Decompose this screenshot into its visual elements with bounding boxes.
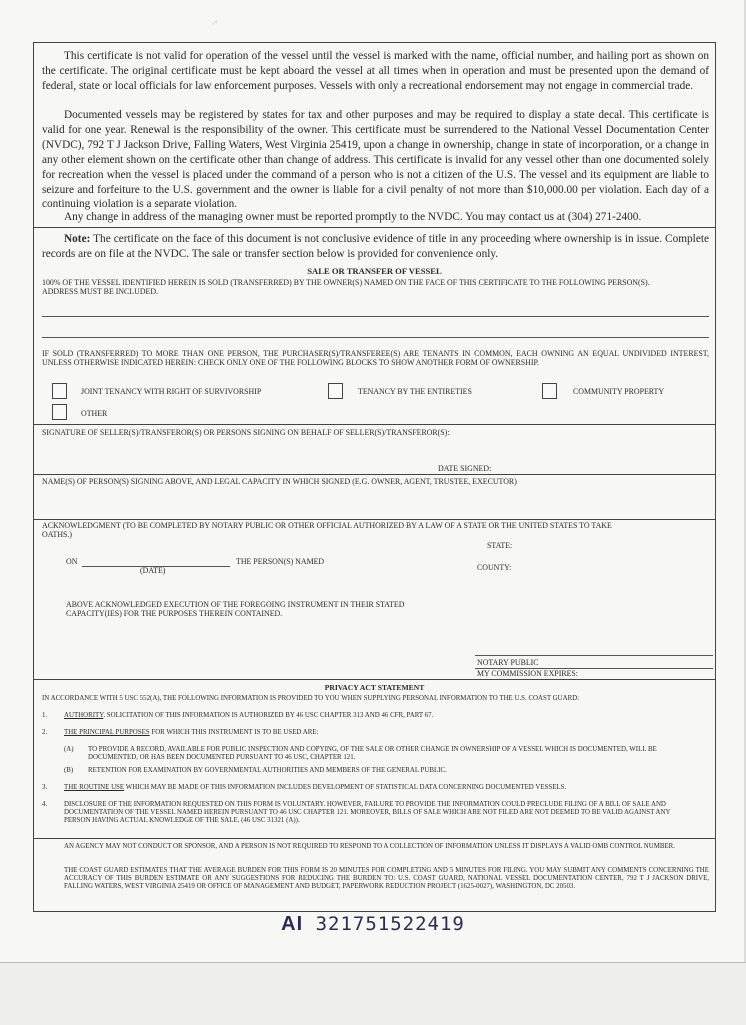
divider: [34, 838, 715, 839]
notice-paragraph-2: Documented vessels may be registered by states for tax and other purposes and may be required to display a state decal. This certificate is valid for one year. Renewal is the responsibility of the owner. This certificate must be surrendered to the National Vessel Documentation Center (NVDC), 792 T J Jackson Drive, Falling Waters, West Virginia 25419, upon a change in ownership, change in state of incorporation, or a change in any other element shown on the certificate other than change of address. This certificate is invalid for any vessel other than one documented solely for recreation when the vessel is placed under the command of a person who is not a citizen of the U.S. The vessel and its equipment are liable to seizure and forfeiture to the U.S. government and the owner is liable for a civil penalty of not more than $10,000.00 per violation. Each day of a continuing violation is a separate violation.: [42, 109, 709, 211]
item-b-label: (B): [64, 767, 74, 774]
serial-prefix: AI: [281, 913, 304, 935]
multiple-owners-text: IF SOLD (TRANSFERRED) TO MORE THAN ONE PERSON, THE PURCHASER(S)/TRANSFEREE(S) ARE TENANTS IN COMMON, EACH OWNING AN EQUAL UNDIVIDED INTEREST, UNLESS OTHERWISE INDICATED HEREIN: CHECK ONLY ONE OF THE FOLLOWING BLOCKS TO SHOW ANOTHER FORM OF OWNERSHIP.: [42, 349, 709, 368]
checkbox-joint-tenancy[interactable]: [52, 383, 67, 399]
note-label: Note:: [64, 233, 91, 245]
certificate-back-frame: [33, 42, 716, 912]
notary-signature-line[interactable]: [475, 655, 713, 656]
sale-intro: 100% OF THE VESSEL IDENTIFIED HEREIN IS SOLD (TRANSFERRED) BY THE OWNER(S) NAMED ON THE FACE OF THIS CERTIFICATE TO THE FOLLOWING PERSON(S). ADDRESS MUST BE INCLUDED.: [42, 278, 650, 297]
omb-control-notice: AN AGENCY MAY NOT CONDUCT OR SPONSOR, AND A PERSON IS NOT REQUIRED TO RESPOND TO A COLLECTION OF INFORMATION UNLESS IT DISPLAYS A VALID OMB CONTROL NUMBER.: [64, 843, 675, 850]
option-tenancy-entireties: TENANCY BY THE ENTIRETIES: [358, 387, 472, 396]
option-other: OTHER: [81, 409, 108, 418]
checkbox-other[interactable]: [52, 404, 67, 420]
transferee-line-1[interactable]: [42, 316, 709, 317]
notice-paragraph-3: Any change in address of the managing owner must be reported promptly to the NVDC. You may contact us at (304) 271-2400.: [64, 211, 642, 223]
execution-statement: ABOVE ACKNOWLEDGED EXECUTION OF THE FOREGOING INSTRUMENT IN THEIR STATED CAPACITY(IES) FOR THE PURPOSES THEREIN CONTAINED.: [66, 600, 405, 619]
item-2-number: 2.: [42, 729, 48, 736]
signature-label: SIGNATURE OF SELLER(S)/TRANSFEROR(S) OR PERSONS SIGNING ON BEHALF OF SELLER(S)/TRANSFEROR(S):: [42, 428, 450, 437]
notary-public-label: NOTARY PUBLIC: [477, 658, 539, 667]
county-label: COUNTY:: [477, 563, 512, 572]
scan-mark: ·ˇ: [212, 20, 218, 29]
checkbox-community-property[interactable]: [542, 383, 557, 399]
divider: [34, 679, 715, 680]
names-capacity-label: NAME(S) OF PERSON(S) SIGNING ABOVE, AND LEGAL CAPACITY IN WHICH SIGNED (E.G. OWNER, AGENT, TRUSTEE, EXECUTOR): [42, 477, 517, 486]
divider: [34, 424, 715, 425]
sale-title: SALE OR TRANSFER OF VESSEL: [307, 266, 442, 276]
note-text: The certificate on the face of this document is not conclusive evidence of title in any proceeding where ownership is in issue. Complete records are on file at the NVDC. The sale or transfer section below is provided for convenience only.: [42, 233, 709, 260]
serial-number: [0, 913, 746, 936]
notice-paragraph-1: This certificate is not valid for operation of the vessel until the vessel is marked with the name, official number, and hailing port as shown on the certificate. The original certificate must be kept aboard the vessel at all times when in operation and must be presented upon the demand of federal, state or local officials for law enforcement purposes. Vessels with only a recreational endorsement may not engage in commercial trade.: [42, 50, 709, 92]
date-signed-label: DATE SIGNED:: [438, 464, 492, 473]
item-a-text: TO PROVIDE A RECORD, AVAILABLE FOR PUBLIC INSPECTION AND COPYING, OF THE SALE OR OTHER CHANGE IN OWNERSHIP OF A VESSEL WHICH IS DOCUMENTED, WILL BE DOCUMENTED, OR HAS BEEN DOCUMENTED PURSUANT TO 46 USC, CHAPTER 121.: [88, 746, 657, 762]
persons-named-label: THE PERSON(S) NAMED: [236, 557, 325, 566]
divider: [34, 227, 715, 228]
item-b-text: RETENTION FOR EXAMINATION BY GOVERNMENTAL AUTHORITIES AND MEMBERS OF THE GENERAL PUBLIC.: [88, 767, 447, 774]
checkbox-tenancy-entireties[interactable]: [328, 383, 343, 399]
divider: [34, 474, 715, 475]
burden-estimate-notice: THE COAST GUARD ESTIMATES THAT THE AVERAGE BURDEN FOR THIS FORM IS 20 MINUTES FOR COMPLETING AND 5 MINUTES FOR FILING. YOU MAY SUBMIT ANY COMMENTS CONCERNING THE ACCURACY OF THIS BURDEN ESTIMATE OR ANY SUGGESTIONS FOR REDUCING THE BURDEN TO: U.S. COAST GUARD, NATIONAL VESSEL DOCUMENTATION CENTER, 792 T J JACKSON DRIVE, FALLING WATERS, WEST VIRGINIA 25419 OR OFFICE OF MANAGEMENT AND BUDGET, PAPERWORK REDUCTION PROJECT (1625-0027), WASHINGTON, DC 20503.: [64, 867, 709, 891]
item-3-number: 3.: [42, 784, 48, 791]
divider: [34, 519, 715, 520]
item-3-routine-use: THE ROUTINE USE WHICH MAY BE MADE OF THIS INFORMATION INCLUDES DEVELOPMENT OF STATISTICAL DATA CONCERNING DOCUMENTED VESSELS.: [64, 784, 567, 791]
item-1-number: 1.: [42, 712, 48, 719]
note-paragraph: [42, 232, 709, 262]
state-label: STATE:: [487, 541, 513, 550]
commission-expires-label: MY COMMISSION EXPIRES:: [477, 669, 578, 678]
item-1-authority: AUTHORITY. SOLICITATION OF THIS INFORMATION IS AUTHORIZED BY 46 USC CHAPTER 313 AND 46 CFR, PART 67.: [64, 712, 434, 719]
option-joint-tenancy: JOINT TENANCY WITH RIGHT OF SURVIVORSHIP: [81, 387, 262, 396]
scan-background: [0, 962, 746, 1025]
privacy-title: PRIVACY ACT STATEMENT: [324, 683, 425, 692]
privacy-intro: IN ACCORDANCE WITH 5 USC 552(A), THE FOLLOWING INFORMATION IS PROVIDED TO YOU WHEN SUPPLYING PERSONAL INFORMATION TO THE U.S. COAST GUARD:: [42, 695, 580, 702]
item-4-disclosure: DISCLOSURE OF THE INFORMATION REQUESTED ON THIS FORM IS VOLUNTARY. HOWEVER, FAILURE TO PROVIDE THE INFORMATION COULD PRECLUDE FILING OF A BILL OF SALE AND DOCUMENTATION OF THE VESSEL NAMED HEREIN PURSUANT TO 46 USC CHAPTER 121. MOREOVER, BILLS OF SALE WHICH ARE NOT FILED ARE NOT DEEMED TO BE VALID AGAINST ANY PERSON HAVING ACTUAL KNOWLEDGE OF THE SALE. (46 USC 31321 (A)).: [64, 801, 671, 825]
acknowledgment-label: ACKNOWLEDGMENT (TO BE COMPLETED BY NOTARY PUBLIC OR OTHER OFFICIAL AUTHORIZED BY A LAW OF A STATE OR THE UNITED STATES TO TAKE OATHS.): [42, 521, 612, 540]
on-label: ON: [66, 557, 78, 566]
option-community-property: COMMUNITY PROPERTY: [573, 387, 665, 396]
item-2-purposes: THE PRINCIPAL PURPOSES FOR WHICH THIS INSTRUMENT IS TO BE USED ARE:: [64, 729, 319, 736]
transferee-line-2[interactable]: [42, 337, 709, 338]
date-caption: (DATE): [140, 566, 166, 575]
item-4-number: 4.: [42, 801, 48, 808]
item-a-label: (A): [64, 746, 74, 753]
serial-digits: 321751522419: [315, 913, 465, 935]
